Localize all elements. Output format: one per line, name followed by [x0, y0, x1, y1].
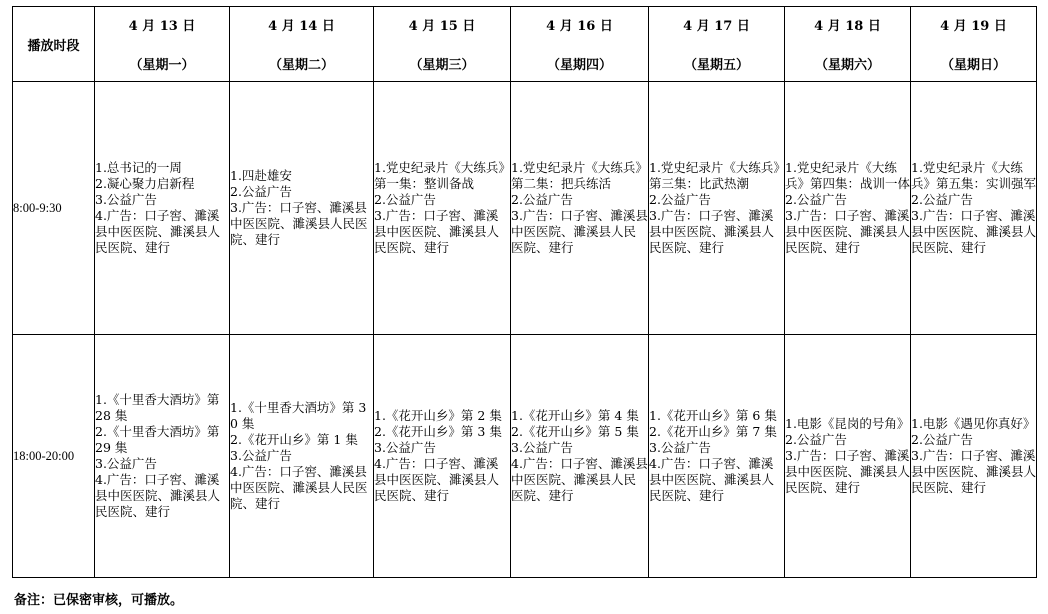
program-text: 1.四赴雄安 2.公益广告 3.广告：口子窖、濉溪县中医医院、濉溪县人民医院、建行: [230, 168, 368, 247]
day-date: 4 月 13 日: [128, 19, 196, 34]
day-header-sun: [911, 7, 1037, 82]
day-header-tue: [230, 7, 374, 82]
program-text: 1.《花开山乡》第 4 集 2.《花开山乡》第 5 集 3.公益广告 4.广告：口子窖、濉溪县中医医院、濉溪县人民医院、建行: [511, 408, 648, 503]
program-cell: [230, 82, 374, 335]
table-row-morning: [13, 82, 1037, 335]
program-text: 1.《十里香大酒坊》第 28 集 2.《十里香大酒坊》第 29 集 3.公益广告 4.广告：口子窖、濉溪县中医医院、濉溪县人民医院、建行: [95, 392, 221, 519]
schedule-table: [12, 6, 1037, 578]
footnote: 备注：已保密审核，可播放。: [14, 593, 184, 608]
program-text: 1.《十里香大酒坊》第 30 集 2.《花开山乡》第 1 集 3.公益广告 4.广告：口子窖、濉溪县中医医院、濉溪县人民医院、建行: [230, 400, 368, 511]
day-weekday: （星期日）: [940, 58, 1006, 73]
day-header-sat: [785, 7, 911, 82]
program-text: 1.《花开山乡》第 6 集 2.《花开山乡》第 7 集 3.公益广告 4.广告：口子窖、濉溪县中医医院、濉溪县人民医院、建行: [649, 408, 777, 503]
table-row-evening: [13, 335, 1037, 578]
day-date: 4 月 14 日: [268, 19, 335, 34]
program-cell: [511, 335, 649, 578]
program-cell: [374, 82, 511, 335]
day-header-fri: [649, 7, 785, 82]
program-text: 1.党史纪录片《大练兵》第一集：整训备战 2.公益广告 3.广告：口子窖、濉溪县中医医院、濉溪县人民医院、建行: [374, 160, 505, 255]
day-weekday: （星期二）: [268, 58, 334, 73]
program-cell: [785, 335, 911, 578]
program-cell: [95, 82, 230, 335]
day-weekday: （星期五）: [683, 58, 749, 73]
day-date: 4 月 16 日: [546, 19, 613, 34]
program-text: 1.电影《昆岗的号角》 2.公益广告 3.广告：口子窖、濉溪县中医医院、濉溪县人民医院、建行: [785, 416, 911, 495]
program-cell: [511, 82, 649, 335]
day-date: 4 月 19 日: [940, 19, 1007, 34]
program-cell: [230, 335, 374, 578]
day-weekday: （星期一）: [129, 58, 195, 73]
program-cell: [911, 335, 1037, 578]
program-text: 1.党史纪录片《大练兵》第二集：把兵练活 2.公益广告 3.广告：口子窖、濉溪县中医医院、濉溪县人民医院、建行: [511, 160, 648, 255]
program-text: 1.党史纪录片《大练兵》第四集：战训一体 2.公益广告 3.广告：口子窖、濉溪县中医医院、濉溪县人民医院、建行: [785, 160, 911, 255]
day-date: 4 月 15 日: [408, 19, 476, 34]
day-date: 4 月 18 日: [814, 19, 881, 34]
program-cell: [374, 335, 511, 578]
program-cell: [95, 335, 230, 578]
day-header-wed: [374, 7, 511, 82]
program-cell: [649, 82, 785, 335]
program-cell: [911, 82, 1037, 335]
day-weekday: （星期三）: [409, 58, 475, 73]
program-text: 1.总书记的一周 2.凝心聚力启新程 3.公益广告 4.广告：口子窖、濉溪县中医医院、濉溪县人民医院、建行: [95, 160, 221, 255]
program-text: 1.电影《遇见你真好》 2.公益广告 3.广告：口子窖、濉溪县中医医院、濉溪县人民医院、建行: [911, 416, 1037, 495]
day-header-mon: [95, 7, 230, 82]
program-cell: [649, 335, 785, 578]
day-date: 4 月 17 日: [683, 19, 750, 34]
header-row: [13, 7, 1037, 82]
day-weekday: （星期六）: [814, 58, 880, 73]
program-text: 1.党史纪录片《大练兵》第五集：实训强军 2.公益广告 3.广告：口子窖、濉溪县中医医院、濉溪县人民医院、建行: [911, 160, 1037, 255]
time-slot-label: 8:00-9:30: [13, 82, 95, 335]
program-text: 1.党史纪录片《大练兵》第三集：比武热潮 2.公益广告 3.广告：口子窖、濉溪县中医医院、濉溪县人民医院、建行: [649, 160, 780, 255]
program-cell: [785, 82, 911, 335]
slot-column-header: 播放时段: [13, 7, 95, 82]
day-weekday: （星期四）: [546, 58, 612, 73]
program-text: 1.《花开山乡》第 2 集 2.《花开山乡》第 3 集 3.公益广告 4.广告：口子窖、濉溪县中医医院、濉溪县人民医院、建行: [374, 408, 502, 503]
day-header-thu: [511, 7, 649, 82]
time-slot-label: 18:00-20:00: [13, 335, 95, 578]
